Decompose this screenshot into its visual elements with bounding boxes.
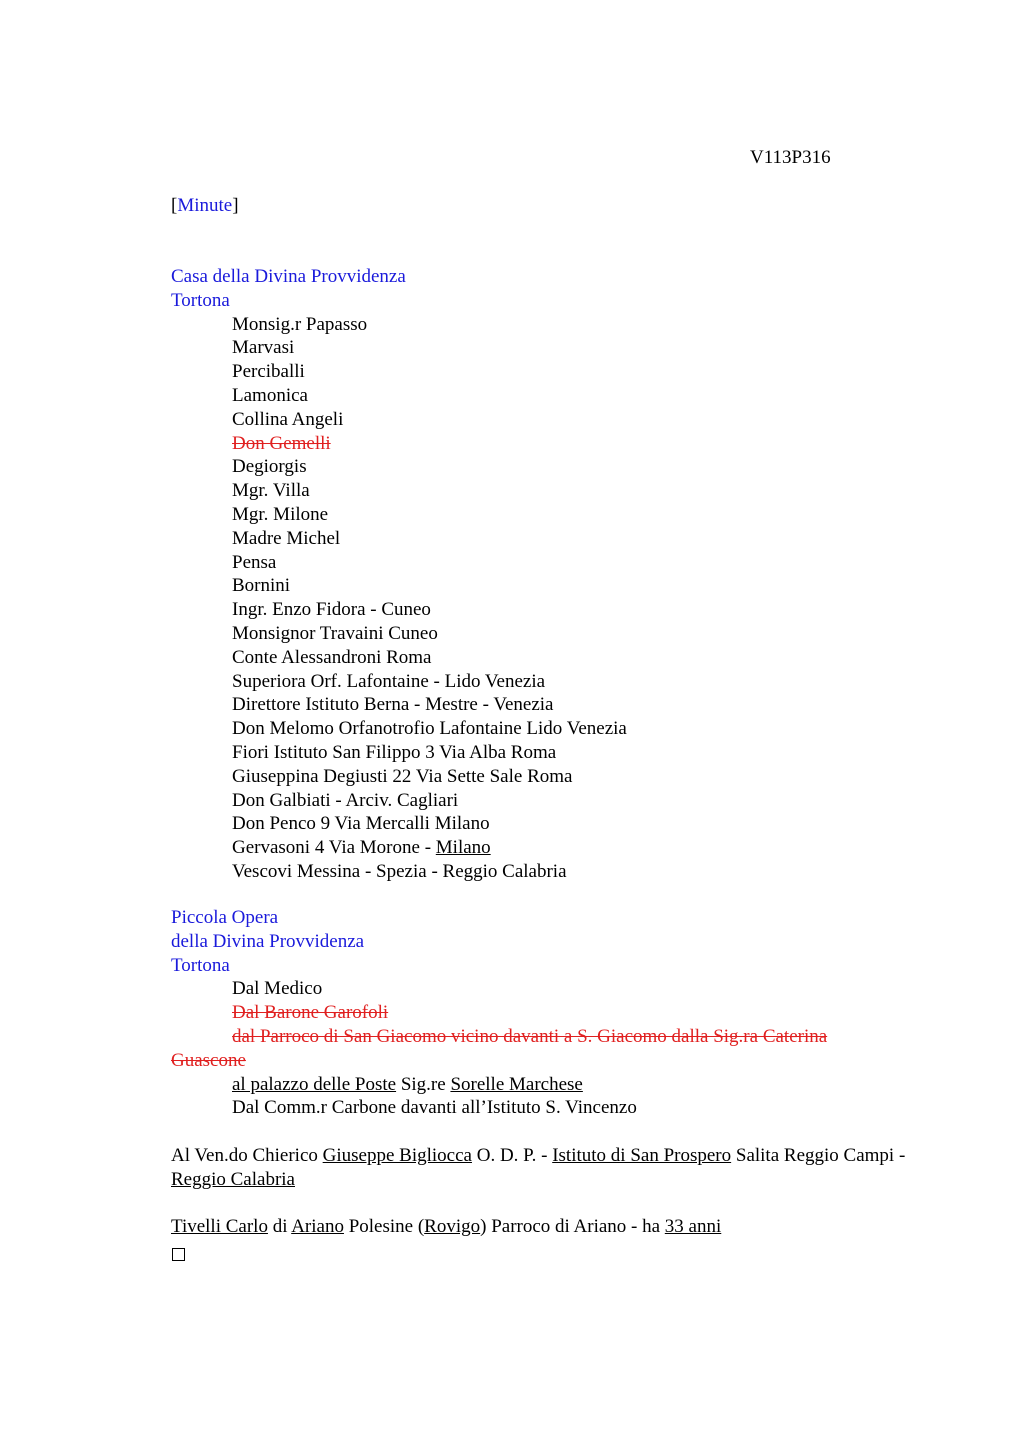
list-item: Marvasi xyxy=(232,337,295,359)
list-item: Dal Comm.r Carbone davanti all’Istituto S. Vincenzo xyxy=(232,1097,637,1119)
list-item xyxy=(171,1073,931,1097)
list-item-struck xyxy=(171,1001,931,1025)
empty-square-icon xyxy=(172,1248,185,1261)
list-item: Don Penco 9 Via Mercalli Milano xyxy=(232,813,490,835)
list-item: Bornini xyxy=(232,575,291,597)
address-paragraph xyxy=(171,1144,931,1192)
address-part: Al Ven.do Chierico xyxy=(171,1145,323,1166)
section-header-line: della Divina Provvidenza xyxy=(171,930,365,952)
list-item: Direttore Istituto Berna - Mestre - Venezia xyxy=(232,694,554,716)
list-item: Degiorgis xyxy=(232,456,307,478)
section-casa xyxy=(171,265,931,884)
address-institute: Istituto di San Prospero xyxy=(552,1145,732,1166)
tivelli-part: Polesine ( xyxy=(343,1216,425,1237)
tivelli-paragraph xyxy=(171,1215,931,1239)
poste-sigre: Sig.re xyxy=(396,1073,451,1095)
gervasoni-city: Milano xyxy=(435,837,491,859)
list-item: Madre Michel xyxy=(232,527,341,549)
minute-text: Minute xyxy=(177,195,233,216)
poste-sorelle: Sorelle Marchese xyxy=(450,1073,583,1095)
list-item: Vescovi Messina - Spezia - Reggio Calabria xyxy=(232,860,567,882)
list-item xyxy=(171,836,931,860)
list-item: Don Galbiati - Arciv. Cagliari xyxy=(232,789,459,811)
list-item-struck xyxy=(171,432,931,456)
minute-label xyxy=(171,194,239,218)
list-item: Monsignor Travaini Cuneo xyxy=(232,622,438,644)
list-item-struck xyxy=(171,1025,883,1073)
tivelli-age: 33 anni xyxy=(664,1216,722,1237)
address-city: Reggio Calabria xyxy=(171,1168,295,1190)
list-item: Collina Angeli xyxy=(232,408,344,430)
list-item: Dal Medico xyxy=(232,978,323,1000)
list-item: Mgr. Milone xyxy=(232,503,329,525)
bracket-close: ] xyxy=(232,195,239,216)
list-item: Monsig.r Papasso xyxy=(232,313,368,335)
section-header-line: Casa della Divina Provvidenza xyxy=(171,266,406,287)
list-item: Giuseppina Degiusti 22 Via Sette Sale Roma xyxy=(232,765,573,787)
struck-text: Don Gemelli xyxy=(232,432,331,454)
address-part: Salita Reggio Campi - xyxy=(731,1145,906,1166)
poste-place: al palazzo delle Poste xyxy=(232,1073,397,1095)
checkbox-glyph xyxy=(172,1243,185,1265)
tivelli-province: Rovigo xyxy=(424,1216,481,1237)
list-item: Perciballi xyxy=(232,361,305,383)
document-code: V113P316 xyxy=(750,147,831,168)
address-part: O. D. P. - xyxy=(471,1145,553,1166)
list-item: Ingr. Enzo Fidora - Cuneo xyxy=(232,599,431,621)
struck-text: dal Parroco di San Giacomo vicino davanti a S. Giacomo dalla Sig.ra Caterina Guascone xyxy=(171,1025,828,1071)
tivelli-part: ) Parroco di Ariano - ha xyxy=(480,1216,665,1237)
list-item: Fiori Istituto San Filippo 3 Via Alba Roma xyxy=(232,741,557,763)
section-header-line: Tortona xyxy=(171,954,230,976)
list-item: Pensa xyxy=(232,551,277,573)
section-piccola-opera xyxy=(171,906,931,1120)
address-name: Giuseppe Bigliocca xyxy=(322,1145,472,1166)
tivelli-town: Ariano xyxy=(291,1216,344,1237)
list-item: Mgr. Villa xyxy=(232,480,310,502)
list-item: Don Melomo Orfanotrofio Lafontaine Lido Venezia xyxy=(232,718,627,740)
list-item: Superiora Orf. Lafontaine - Lido Venezia xyxy=(232,670,546,692)
section-header-line: Tortona xyxy=(171,289,230,311)
gervasoni-address: Gervasoni 4 Via Morone - xyxy=(232,837,436,859)
bracket-open: [ xyxy=(171,195,178,216)
tivelli-name: Tivelli Carlo xyxy=(171,1216,268,1237)
list-item: Conte Alessandroni Roma xyxy=(232,646,432,668)
tivelli-part: di xyxy=(267,1216,292,1237)
list-item: Lamonica xyxy=(232,384,308,406)
section-header-line: Piccola Opera xyxy=(171,907,279,928)
struck-text: Dal Barone Garofoli xyxy=(232,1002,389,1024)
